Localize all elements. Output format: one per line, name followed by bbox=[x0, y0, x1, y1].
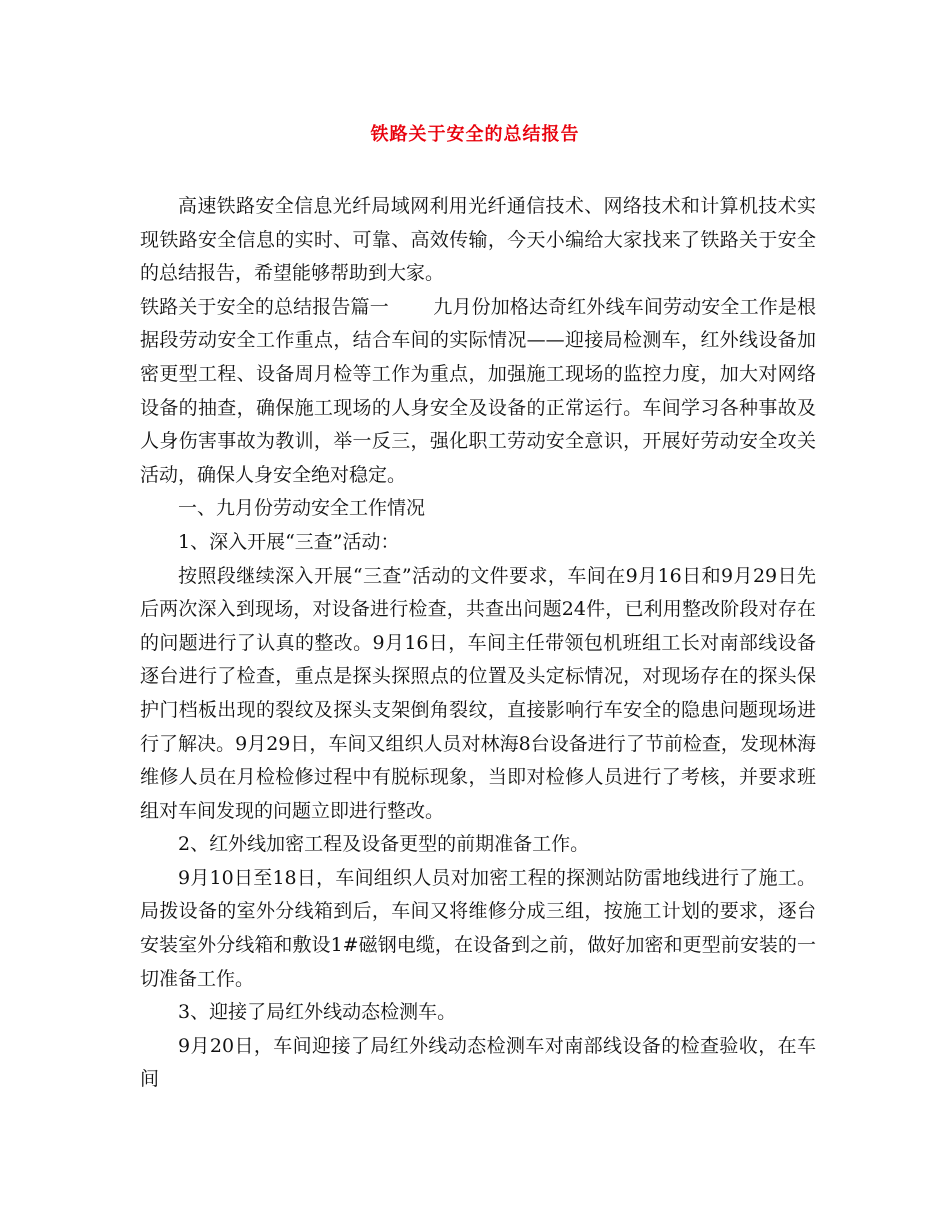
section-heading-1: 一、九月份劳动安全工作情况 bbox=[178, 497, 426, 520]
paragraph-report-part-one: 铁路关于安全的总结报告篇一 九月份加格达奇红外线车间劳动安全工作是根据段劳动安全工作重点，结合车间的实际情况——迎接局检测车，红外线设备加密更型工程、设备周月检等工作为重点，加强施工现场的监控力度，加大对网络设备的抽查，确保施工现场的人身安全及设备的正常运行。车间学习各种事故及人身伤害事故为教训，举一反三，强化职工劳动安全意识，开展好劳动安全攻关活动，确保人身安全绝对稳定。 bbox=[140, 295, 816, 486]
document-body bbox=[140, 190, 816, 1097]
document-title: 铁路关于安全的总结报告 bbox=[370, 124, 580, 145]
subsection-heading-1: 1、深入开展“三查”活动： bbox=[178, 530, 400, 553]
paragraph-inspection-car: 9月20日，车间迎接了局红外线动态检测车对南部线设备的检查验收，在车间 bbox=[140, 1034, 816, 1091]
paragraph-intro: 高速铁路安全信息光纤局域网利用光纤通信技术、网络技术和计算机技术实现铁路安全信息的实时、可靠、高效传输，今天小编给大家找来了铁路关于安全的总结报告，希望能够帮助到大家。 bbox=[140, 195, 816, 285]
subsection-heading-3: 3、迎接了局红外线动态检测车。 bbox=[178, 1001, 457, 1024]
subsection-heading-2: 2、红外线加密工程及设备更型的前期准备工作。 bbox=[178, 833, 590, 856]
paragraph-three-checks: 按照段继续深入开展“三查”活动的文件要求，车间在9月16日和9月29日先后两次深入到现场，对设备进行检查，共查出问题24件，已利用整改阶段对存在的问题进行了认真的整改。9月16日，车间主任带领包机班组工长对南部线设备逐台进行了检查，重点是探头探照点的位置及头定标情况，对现场存在的探头保护门档板出现的裂纹及探头支架倒角裂纹，直接影响行车安全的隐患问题现场进行了解决。9月29日，车间又组织人员对林海8台设备进行了节前检查，发现林海维修人员在月检检修过程中有脱标现象，当即对检修人员进行了考核，并要求班组对车间发现的问题立即进行整改。 bbox=[140, 564, 816, 822]
paragraph-encryption-project: 9月10日至18日，车间组织人员对加密工程的探测站防雷地线进行了施工。局拨设备的室外分线箱到后，车间又将维修分成三组，按施工计划的要求，逐台安装室外分线箱和敷设1#磁钢电缆，在设备到之前，做好加密和更型前安装的一切准备工作。 bbox=[140, 866, 816, 990]
